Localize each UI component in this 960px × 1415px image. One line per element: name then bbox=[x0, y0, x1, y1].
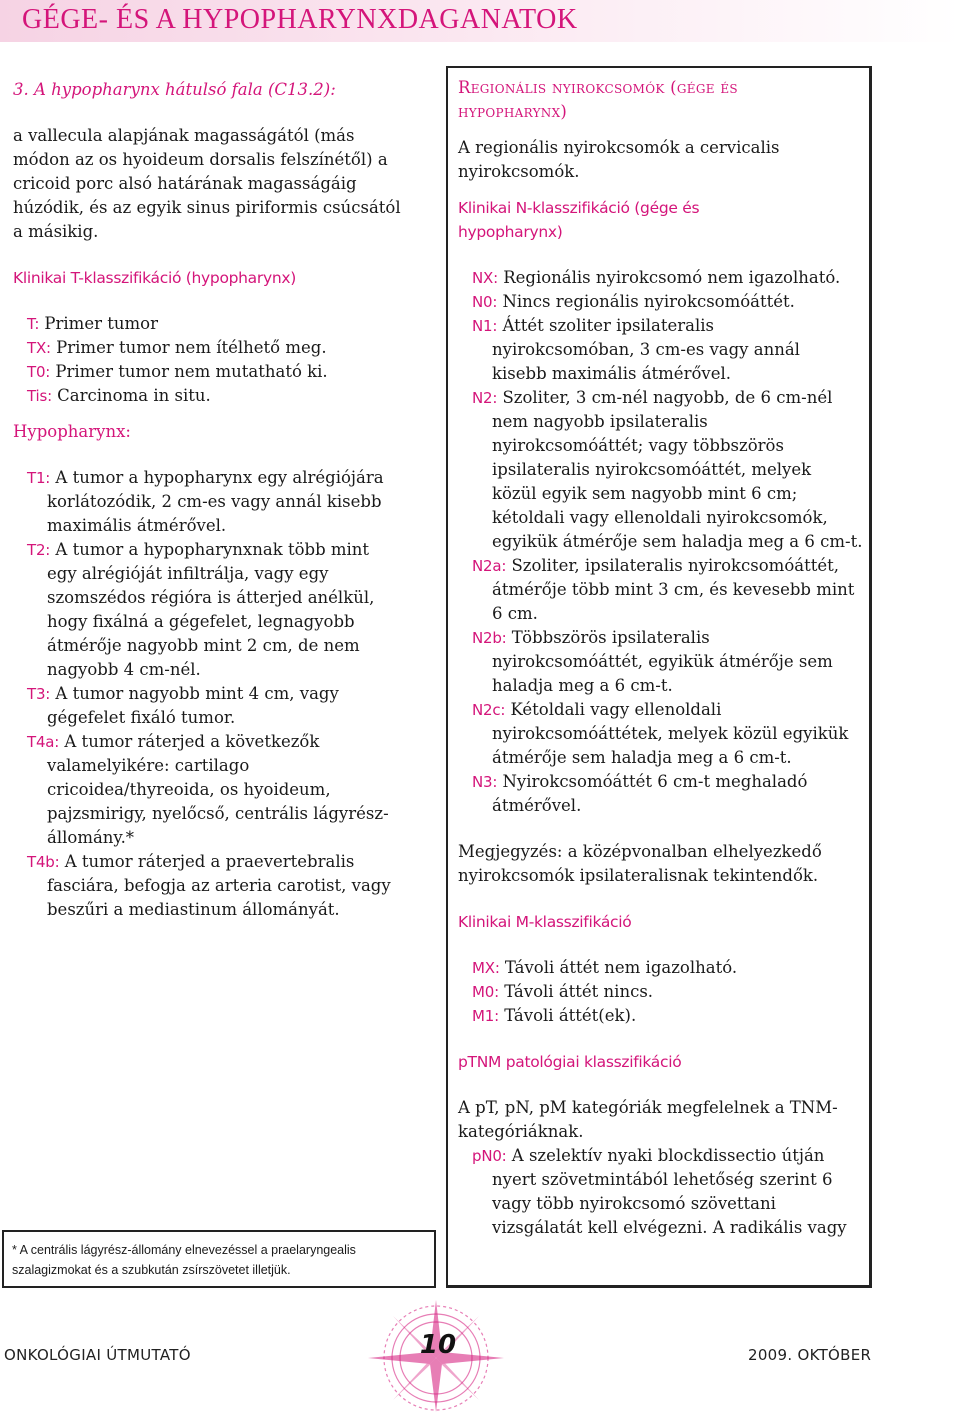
n-item: N1: Áttét szoliter ipsilateralis bbox=[472, 316, 715, 335]
pn0-item bbox=[458, 1144, 866, 1240]
ptnm-heading: pTNM patológiai klasszifikáció bbox=[458, 1053, 682, 1071]
n-item-code: N2c: bbox=[472, 701, 506, 719]
n-item: N0: Nincs regionális nyirokcsomóáttét. bbox=[472, 292, 795, 311]
n-item-continuation: kisebb maximális átmérővel. bbox=[492, 364, 732, 383]
t-general-item: T0: Primer tumor nem mutatható ki. bbox=[27, 362, 328, 381]
m-item: M0: Távoli áttét nincs. bbox=[472, 982, 654, 1001]
t-item-code: T4b: bbox=[27, 853, 60, 871]
regional-text: nyirokcsomók. bbox=[458, 162, 580, 181]
right-column bbox=[458, 76, 866, 1240]
t-item-code: T2: bbox=[27, 541, 51, 559]
n-item-continuation: kétoldali vagy ellenoldali nyirokcsomók, bbox=[492, 508, 828, 527]
m-classification-heading: Klinikai M-klasszifikáció bbox=[458, 913, 632, 931]
n-item-continuation: nem nagyobb ipsilateralis bbox=[492, 412, 708, 431]
n-items-list bbox=[458, 266, 866, 818]
hypopharynx-label: Hypopharynx: bbox=[13, 422, 131, 441]
intro-line: a másikig. bbox=[13, 222, 99, 241]
m-item: M1: Távoli áttét(ek). bbox=[472, 1006, 637, 1025]
intro-line: húzódik, és az egyik sinus piriformis csúcsától bbox=[13, 198, 401, 217]
n-classification-heading: hypopharynx) bbox=[458, 223, 563, 241]
regional-text: A regionális nyirokcsomók a cervicalis bbox=[458, 138, 780, 157]
t-item-code: T3: bbox=[27, 685, 51, 703]
t-general-item: TX: Primer tumor nem ítélhető meg. bbox=[27, 338, 327, 357]
n-item-continuation: nyirokcsomóáttét, egyikük átmérője sem bbox=[492, 652, 833, 671]
n-item-continuation: nyirokcsomóban, 3 cm-es vagy annál bbox=[492, 340, 800, 359]
n-item-continuation: átmérővel. bbox=[492, 796, 582, 815]
t-item-continuation: fasciára, befogja az arteria carotist, vagy bbox=[47, 876, 391, 895]
footnote-line: * A centrális lágyrész-állomány elnevezéssel a praelaryngealis bbox=[12, 1243, 356, 1257]
t-item-continuation: maximális átmérővel. bbox=[47, 516, 227, 535]
t-item-continuation: hogy fixálná a gégefelet, legnagyobb bbox=[47, 612, 355, 631]
pn0-continuation: nyert szövetmintából lehetőség szerint 6 bbox=[492, 1170, 833, 1189]
note-line: nyirokcsomók ipsilateralisnak tekintendők. bbox=[458, 866, 819, 885]
n-item-code: N2: bbox=[472, 389, 498, 407]
left-column bbox=[13, 78, 433, 922]
regional-heading: hypopharynx) bbox=[458, 102, 568, 121]
n-item: N2c: Kétoldali vagy ellenoldali bbox=[472, 700, 722, 719]
note-line: Megjegyzés: a középvonalban elhelyezkedő bbox=[458, 842, 822, 861]
n-item-continuation: nyirokcsomóáttétek, melyek közül egyikük bbox=[492, 724, 849, 743]
ptnm-text: kategóriáknak. bbox=[458, 1122, 584, 1141]
n-item-continuation: közül egyik sem nagyobb mint 6 cm; bbox=[492, 484, 798, 503]
t-item-continuation: cricoidea/thyreoida, os hyoideum, bbox=[47, 780, 331, 799]
t-item-continuation: szomszédos régióra is átterjed anélkül, bbox=[47, 588, 375, 607]
t-item-continuation: beszűri a mediastinum állományát. bbox=[47, 900, 340, 919]
t-item: T2: A tumor a hypopharynxnak több mint bbox=[27, 540, 370, 559]
n-item: N3: Nyirokcsomóáttét 6 cm-t meghaladó bbox=[472, 772, 808, 791]
footer-publication: ONKOLÓGIAI ÚTMUTATÓ bbox=[4, 1346, 191, 1364]
n-item-code: N1: bbox=[472, 317, 498, 335]
n-item: N2a: Szoliter, ipsilateralis nyirokcsomóáttét, bbox=[472, 556, 839, 575]
intro-line: a vallecula alapjának magasságától (más bbox=[13, 126, 355, 145]
n-item-code: N2a: bbox=[472, 557, 507, 575]
t-item-code: T4a: bbox=[27, 733, 60, 751]
t-item-continuation: átmérője nagyobb mint 2 cm, de nem bbox=[47, 636, 360, 655]
pn0-line: pN0: A szelektív nyaki blockdissectio útján bbox=[472, 1146, 825, 1165]
n-item-continuation: átmérője sem haladja meg a 6 cm-t. bbox=[492, 748, 792, 767]
footnote bbox=[2, 1230, 436, 1288]
t-general-item: Tis: Carcinoma in situ. bbox=[27, 386, 211, 405]
t-item-code: T1: bbox=[27, 469, 51, 487]
t-item-continuation: állomány.* bbox=[47, 828, 135, 847]
pn0-code: pN0: bbox=[472, 1147, 507, 1165]
t-item: T4b: A tumor ráterjed a praevertebralis bbox=[27, 852, 355, 871]
n-item-continuation: egyikük átmérője sem haladja meg a 6 cm-t. bbox=[492, 532, 863, 551]
t-classification-heading: Klinikai T-klasszifikáció (hypopharynx) bbox=[13, 269, 296, 287]
footer-date: 2009. OKTÓBER bbox=[748, 1346, 872, 1364]
n-item-continuation: ipsilateralis nyirokcsomóáttét, melyek bbox=[492, 460, 812, 479]
t-item-continuation: egy alrégióját infiltrálja, vagy egy bbox=[47, 564, 329, 583]
n-item-continuation: nyirokcsomóáttét; vagy többszörös bbox=[492, 436, 784, 455]
intro-line: módon az os hyoideum dorsalis felszínétől) a bbox=[13, 150, 388, 169]
n-classification-heading: Klinikai N-klasszifikáció (gége és bbox=[458, 199, 700, 217]
n-item-code: NX: bbox=[472, 269, 498, 287]
n-item: NX: Regionális nyirokcsomó nem igazolható. bbox=[472, 268, 841, 287]
regional-heading: Regionális nyirokcsomók (gége és bbox=[458, 78, 738, 97]
t-item-continuation: valamelyikére: cartilago bbox=[47, 756, 250, 775]
n-item-continuation: átmérője több mint 3 cm, és kevesebb mint bbox=[492, 580, 855, 599]
t-item-continuation: nagyobb 4 cm-nél. bbox=[47, 660, 201, 679]
t-item-continuation: korlátozódik, 2 cm-es vagy annál kisebb bbox=[47, 492, 382, 511]
n-item-code: N2b: bbox=[472, 629, 507, 647]
t-item: T4a: A tumor ráterjed a következők bbox=[27, 732, 320, 751]
n-item-continuation: 6 cm. bbox=[492, 604, 538, 623]
t-item: T3: A tumor nagyobb mint 4 cm, vagy bbox=[27, 684, 339, 703]
m-item: MX: Távoli áttét nem igazolható. bbox=[472, 958, 738, 977]
footnote-line: szalagizmokat és a szubkután zsírszövetet illetjük. bbox=[12, 1263, 291, 1277]
page-title: GÉGE- ÉS A HYPOPHARYNXDAGANATOK bbox=[22, 4, 578, 35]
n-item-code: N3: bbox=[472, 773, 498, 791]
n-item-continuation: haladja meg a 6 cm-t. bbox=[492, 676, 673, 695]
n-item: N2: Szoliter, 3 cm-nél nagyobb, de 6 cm-nél bbox=[472, 388, 833, 407]
t-items-list bbox=[13, 466, 433, 922]
pn0-continuation: vagy több nyirokcsomó szövettani bbox=[492, 1194, 776, 1213]
t-general-item: T: Primer tumor bbox=[27, 314, 158, 333]
intro-line: cricoid porc alsó határának magasságáig bbox=[13, 174, 357, 193]
n-item: N2b: Többszörös ipsilateralis bbox=[472, 628, 710, 647]
page-number: 10 bbox=[419, 1330, 457, 1360]
t-item-continuation: gégefelet fixáló tumor. bbox=[47, 708, 236, 727]
ptnm-text: A pT, pN, pM kategóriák megfelelnek a TNM- bbox=[458, 1098, 838, 1117]
pn0-continuation: vizsgálatát kell elvégezni. A radikális vagy bbox=[492, 1218, 847, 1237]
n-item-code: N0: bbox=[472, 293, 498, 311]
t-item-continuation: pajzsmirigy, nyelőcső, centrális lágyrész- bbox=[47, 804, 389, 823]
section-title: 3. A hypopharynx hátulsó fala (C13.2): bbox=[13, 80, 336, 99]
t-item: T1: A tumor a hypopharynx egy alrégiójára bbox=[27, 468, 384, 487]
